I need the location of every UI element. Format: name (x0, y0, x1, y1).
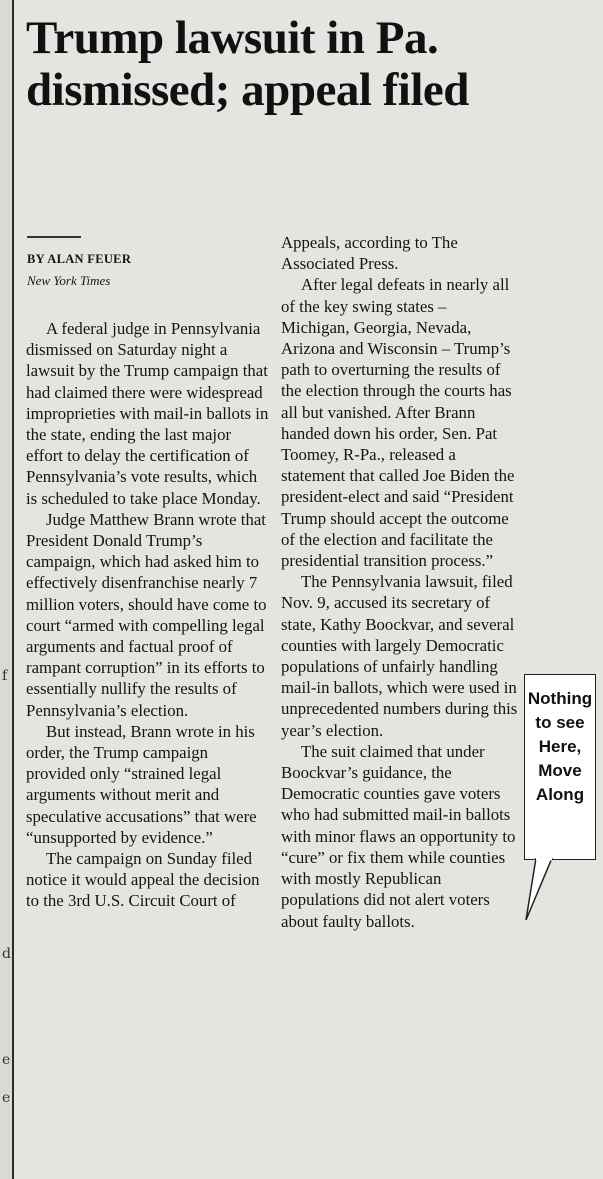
edge-fragment: d (2, 946, 11, 962)
callout-line: Nothing (527, 689, 593, 708)
byline-source: New York Times (27, 273, 111, 288)
edge-fragment: e (2, 1052, 11, 1068)
callout-line: Along (535, 785, 585, 804)
article-column-2 (281, 232, 519, 932)
headline: Trump lawsuit in Pa. dismissed; appeal filed (26, 12, 469, 116)
paragraph: But instead, Brann wrote in his order, the Trump campaign provided only “strained legal arguments without merit and speculative accusations” that were “unsupported by evidence.” (26, 721, 257, 847)
paragraph: The Pennsylvania lawsuit, filed Nov. 9, accused its secretary of state, Kathy Boockvar, and several counties with largely Democratic populations of unfairly handling mail-in ballots, which were used in unprecedented numbers during this year’s election. (281, 572, 518, 740)
callout-line: Move (538, 761, 582, 780)
speech-bubble-tail (524, 858, 564, 922)
page-edge-fragments (0, 0, 12, 1179)
paragraph: A federal judge in Pennsylvania dismissed on Saturday night a lawsuit by the Trump campaign that had claimed there were widespread improprieties with mail-in ballots in the state, ending the last major effort to delay the certification of Pennsylvania’s vote results, which is scheduled to take place Monday. (26, 319, 269, 508)
callout-line: to see (535, 713, 585, 732)
column-rule (12, 0, 14, 1179)
paragraph: Appeals, according to The Associated Press. (281, 233, 458, 274)
paragraph: The campaign on Sunday filed notice it would appeal the decision to the 3rd U.S. Circuit Court of (26, 849, 260, 911)
paragraph: The suit claimed that under Boockvar’s guidance, the Democratic counties gave voters who had submitted mail-in ballots with minor flaws an opportunity to “cure” or fix them while counties with mostly Republican populations did not alert voters about faulty ballots. (281, 741, 516, 931)
byline-rule (27, 236, 81, 238)
callout-line: Here, (538, 737, 582, 756)
article-column-1 (26, 318, 270, 912)
edge-fragment: f (2, 668, 8, 684)
paragraph: Judge Matthew Brann wrote that President Donald Trump’s campaign, which had asked him to effectively disenfranchise nearly 7 million voters, should have come to court “armed with compelling legal arguments and factual proof of rampant corruption” in its efforts to essentially nullify the results of Pennsylvania’s election. (26, 509, 267, 720)
paragraph: After legal defeats in nearly all of the key swing states – Michigan, Georgia, Nevada, Arizona and Wisconsin – Trump’s path to overturning the results of the election through the courts has all but vanished. After Brann handed down his order, Sen. Pat Toomey, R-Pa., released a statement that called Joe Biden the president-elect and said “President Trump should accept the outcome of the election and facilitate the presidential transition process.” (281, 275, 515, 571)
speech-bubble-callout (524, 674, 596, 860)
byline: BY ALAN FEUER (27, 252, 132, 266)
edge-fragment: e (2, 1090, 11, 1106)
